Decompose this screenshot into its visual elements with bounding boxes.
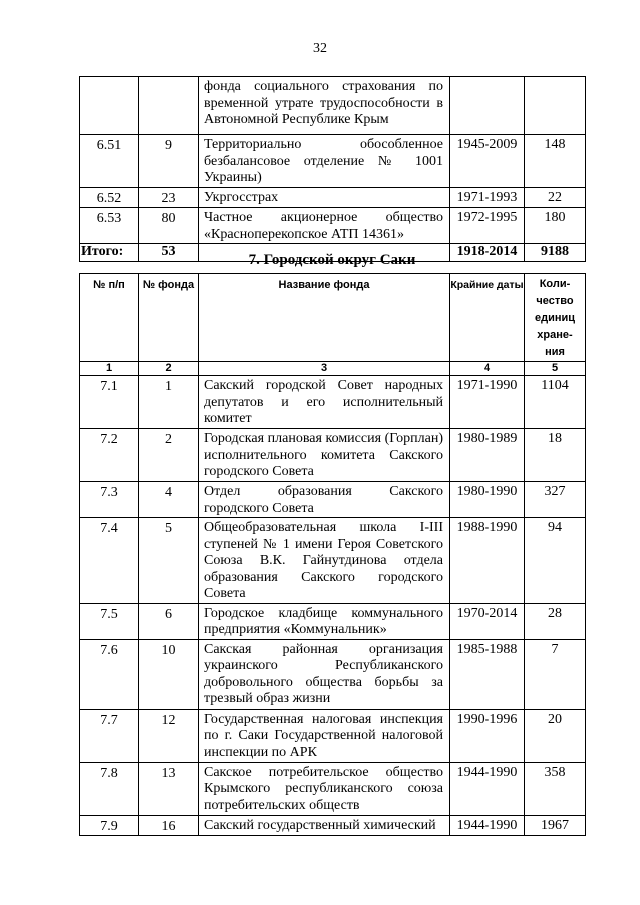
fund-name: Территориально обособленное безбалансовое отделение № 1001 Украины) <box>199 135 450 188</box>
column-number: 5 <box>525 362 586 376</box>
date-range: 1985-1988 <box>450 639 525 709</box>
fund-name: Сакский городской Совет народных депутатов и его исполнительный комитет <box>199 376 450 429</box>
date-range: 1971-1990 <box>450 376 525 429</box>
date-range <box>450 77 525 135</box>
funds-table <box>79 273 586 836</box>
fund-number: 13 <box>139 762 199 815</box>
fund-number: 16 <box>139 815 199 836</box>
unit-count: 180 <box>525 208 586 244</box>
date-range: 1971-1993 <box>450 187 525 208</box>
fund-number: 23 <box>139 187 199 208</box>
header-dates: Крайние даты <box>450 274 525 362</box>
date-range: 1988-1990 <box>450 518 525 604</box>
row-number: 7.2 <box>80 429 139 482</box>
table-row <box>80 77 586 135</box>
row-number: 7.6 <box>80 639 139 709</box>
unit-count: 1967 <box>525 815 586 836</box>
date-range: 1990-1996 <box>450 709 525 762</box>
date-range: 1945-2009 <box>450 135 525 188</box>
column-number: 2 <box>139 362 199 376</box>
table-row <box>80 603 586 639</box>
unit-count: 1104 <box>525 376 586 429</box>
table-row <box>80 815 586 836</box>
fund-name: Городская плановая комиссия (Горплан) исполнительного комитета Сакского городского Совета <box>199 429 450 482</box>
total-label: Итого: <box>80 244 139 262</box>
table-row <box>80 639 586 709</box>
row-number: 7.9 <box>80 815 139 836</box>
table-row <box>80 429 586 482</box>
table-row <box>80 482 586 518</box>
date-range: 1970-2014 <box>450 603 525 639</box>
unit-count: 358 <box>525 762 586 815</box>
unit-count: 7 <box>525 639 586 709</box>
date-range: 1944-1990 <box>450 815 525 836</box>
row-number: 7.1 <box>80 376 139 429</box>
fund-number: 6 <box>139 603 199 639</box>
table-header <box>80 274 586 362</box>
fund-number: 2 <box>139 429 199 482</box>
header-fund: № фонда <box>139 274 199 362</box>
fund-number: 4 <box>139 482 199 518</box>
row-number: 7.8 <box>80 762 139 815</box>
unit-count: 28 <box>525 603 586 639</box>
header-num: № п/п <box>80 274 139 362</box>
column-number: 4 <box>450 362 525 376</box>
unit-count <box>525 77 586 135</box>
total-date-range: 1918-2014 <box>450 244 525 262</box>
fund-name: Укргосстрах <box>199 187 450 208</box>
table-row <box>80 135 586 188</box>
top-table <box>79 76 586 262</box>
column-number: 3 <box>199 362 450 376</box>
date-range: 1972-1995 <box>450 208 525 244</box>
row-number: 6.53 <box>80 208 139 244</box>
unit-count: 148 <box>525 135 586 188</box>
column-number: 1 <box>80 362 139 376</box>
fund-number: 80 <box>139 208 199 244</box>
fund-name: Государственная налоговая инспекция по г. Саки Государственной налоговой инспекции по АРК <box>199 709 450 762</box>
table-row <box>80 709 586 762</box>
row-number: 7.5 <box>80 603 139 639</box>
total-fund-count: 53 <box>139 244 199 262</box>
fund-number: 9 <box>139 135 199 188</box>
date-range: 1944-1990 <box>450 762 525 815</box>
table-row <box>80 187 586 208</box>
date-range: 1980-1989 <box>450 429 525 482</box>
section-title: 7. Городской округ Саки <box>248 252 416 268</box>
column-numbers-row <box>80 362 586 376</box>
table-row <box>80 762 586 815</box>
fund-name: фонда социального страхования по временной утрате трудоспособности в Автономной Республике Крым <box>199 77 450 135</box>
unit-count: 18 <box>525 429 586 482</box>
fund-name: Сакское потребительское общество Крымского республиканского союза потребительских обществ <box>199 762 450 815</box>
fund-number: 12 <box>139 709 199 762</box>
unit-count: 20 <box>525 709 586 762</box>
fund-number: 10 <box>139 639 199 709</box>
table-row <box>80 208 586 244</box>
unit-count: 327 <box>525 482 586 518</box>
unit-count: 94 <box>525 518 586 604</box>
fund-name: Общеобразовательная школа I-III ступеней № 1 имени Героя Советского Союза В.К. Гайнутдинова отдела образования Сакского городского Совета <box>199 518 450 604</box>
fund-name: Сакский государственный химический <box>199 815 450 836</box>
fund-number <box>139 77 199 135</box>
row-number: 7.4 <box>80 518 139 604</box>
fund-name: Частное акционерное общество «Красноперекопское АТП 14361» <box>199 208 450 244</box>
page-number: 32 <box>313 41 327 56</box>
fund-number: 5 <box>139 518 199 604</box>
fund-name: Сакская районная организация украинского Республиканского добровольного общества борьбы за трезвый образ жизни <box>199 639 450 709</box>
table-row <box>80 376 586 429</box>
unit-count: 22 <box>525 187 586 208</box>
fund-name: Городское кладбище коммунального предприятия «Коммунальник» <box>199 603 450 639</box>
date-range: 1980-1990 <box>450 482 525 518</box>
table-row <box>80 518 586 604</box>
header-units: Коли-чество единиц хране-ния <box>525 274 586 362</box>
row-number: 6.51 <box>80 135 139 188</box>
row-number: 7.3 <box>80 482 139 518</box>
fund-number: 1 <box>139 376 199 429</box>
row-number <box>80 77 139 135</box>
fund-name: Отдел образования Сакского городского Совета <box>199 482 450 518</box>
total-unit-count: 9188 <box>525 244 586 262</box>
header-name: Название фонда <box>199 274 450 362</box>
row-number: 7.7 <box>80 709 139 762</box>
row-number: 6.52 <box>80 187 139 208</box>
